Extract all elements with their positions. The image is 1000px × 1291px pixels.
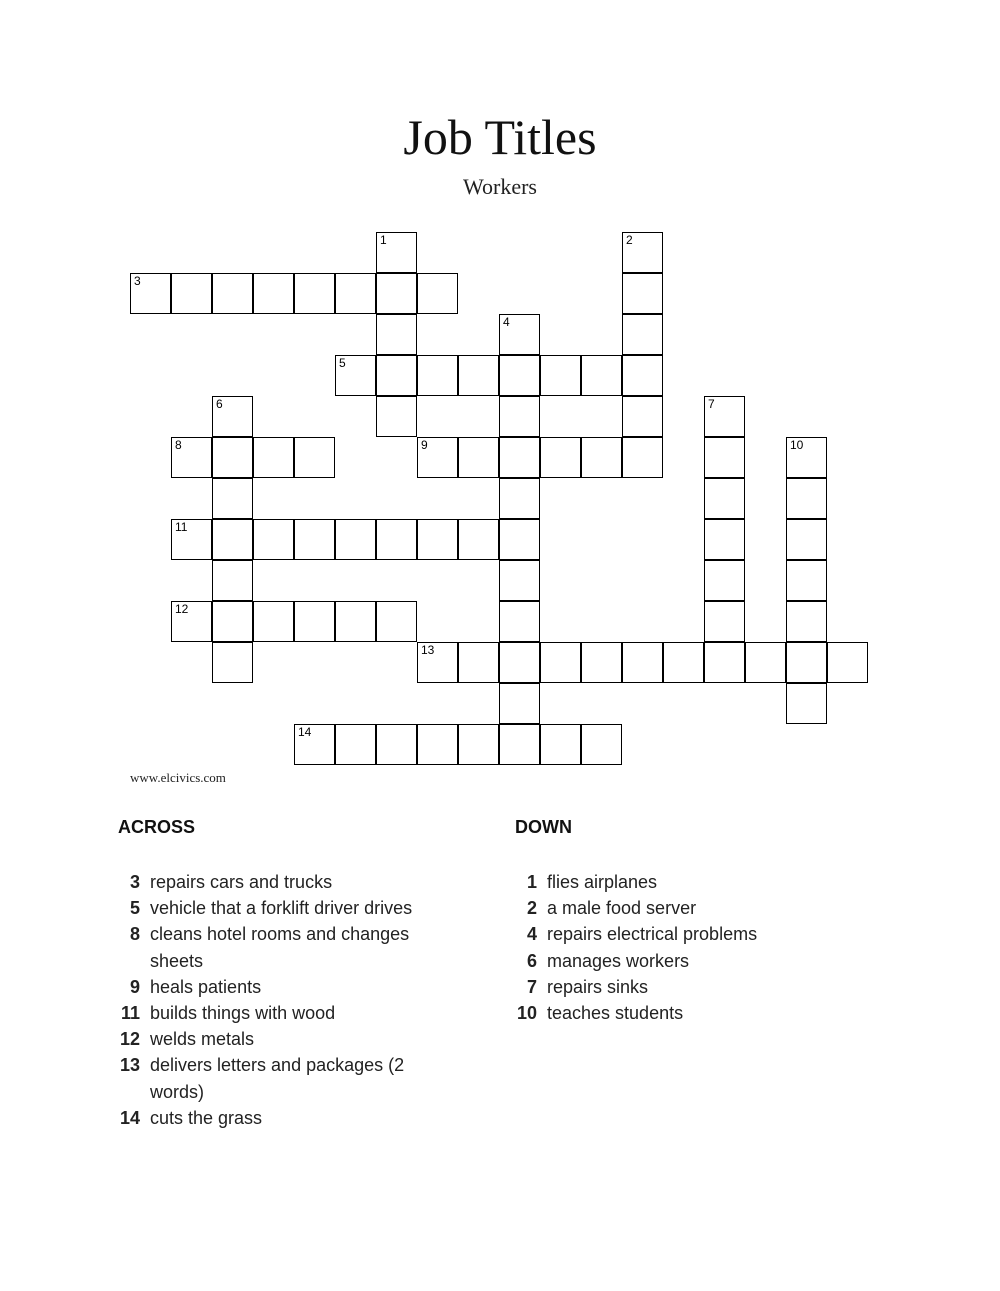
crossword-cell[interactable]	[786, 560, 827, 601]
crossword-cell[interactable]	[499, 519, 540, 560]
clue-text: a male food server	[547, 898, 697, 919]
cell-number: 13	[421, 643, 435, 657]
crossword-cell[interactable]	[458, 355, 499, 396]
crossword-cell[interactable]	[130, 273, 171, 314]
crossword-cell[interactable]	[786, 478, 827, 519]
crossword-cell[interactable]	[376, 355, 417, 396]
clue-text: repairs sinks	[547, 976, 649, 997]
clue-text: welds metals	[150, 1029, 255, 1050]
crossword-cell[interactable]	[458, 724, 499, 765]
crossword-cell[interactable]	[171, 519, 212, 560]
cell-number: 14	[298, 725, 312, 739]
crossword-cell[interactable]	[540, 642, 581, 683]
crossword-cell[interactable]	[499, 560, 540, 601]
clue-number: 12	[119, 1029, 140, 1050]
crossword-cell[interactable]	[417, 642, 458, 683]
cell-number: 2	[626, 233, 633, 247]
crossword-cell[interactable]	[294, 601, 335, 642]
crossword-cell[interactable]	[786, 642, 827, 683]
crossword-cell[interactable]	[458, 519, 499, 560]
crossword-cell[interactable]	[376, 273, 417, 314]
crossword-cell[interactable]	[417, 724, 458, 765]
across-clue	[118, 1026, 458, 1052]
cell-number: 9	[421, 438, 428, 452]
crossword-cell[interactable]	[171, 601, 212, 642]
crossword-cell[interactable]	[786, 437, 827, 478]
clue-text: manages workers	[547, 950, 690, 971]
cell-number: 8	[175, 438, 182, 452]
clue-text: repairs electrical problems	[547, 924, 758, 945]
crossword-cell[interactable]	[376, 314, 417, 355]
crossword-cell[interactable]	[622, 642, 663, 683]
crossword-cell[interactable]	[171, 273, 212, 314]
clue-number: 9	[129, 976, 140, 997]
clue-number: 1	[526, 872, 537, 892]
down-clue	[515, 1000, 835, 1026]
across-clue	[118, 1052, 458, 1104]
cell-number: 12	[175, 602, 189, 616]
crossword-cell[interactable]	[704, 560, 745, 601]
clue-number: 14	[119, 1107, 140, 1128]
across-clue-list	[118, 869, 458, 1131]
crossword-cell[interactable]	[335, 519, 376, 560]
clue-text: flies airplanes	[547, 872, 658, 892]
crossword-cell[interactable]	[417, 273, 458, 314]
crossword-cell[interactable]	[253, 273, 294, 314]
crossword-cell[interactable]	[540, 437, 581, 478]
crossword-cell[interactable]	[417, 355, 458, 396]
crossword-cell[interactable]	[704, 519, 745, 560]
cell-number: 6	[216, 397, 223, 411]
crossword-cell[interactable]	[745, 642, 786, 683]
cell-number: 7	[708, 397, 715, 411]
across-clue	[118, 1000, 458, 1026]
clue-text: delivers letters and packages (2 words)	[150, 1055, 405, 1102]
website-credit: www.elcivics.com	[130, 770, 226, 785]
crossword-cell[interactable]	[581, 355, 622, 396]
crossword-cell[interactable]	[212, 642, 253, 683]
down-clues	[515, 817, 835, 1026]
cell-number: 5	[339, 356, 346, 370]
crossword-cell[interactable]	[499, 683, 540, 724]
crossword-cell[interactable]	[376, 396, 417, 437]
crossword-cell[interactable]	[704, 642, 745, 683]
crossword-cell[interactable]	[212, 437, 253, 478]
crossword-cell[interactable]	[622, 396, 663, 437]
crossword-cell[interactable]	[417, 519, 458, 560]
crossword-cell[interactable]	[376, 519, 417, 560]
crossword-cell[interactable]	[212, 519, 253, 560]
crossword-cell[interactable]	[622, 314, 663, 355]
crossword-cell[interactable]	[704, 396, 745, 437]
clue-number: 13	[119, 1055, 140, 1076]
cell-number: 11	[175, 520, 188, 534]
crossword-cell[interactable]	[540, 355, 581, 396]
down-clue	[515, 974, 835, 1000]
crossword-cell[interactable]	[294, 437, 335, 478]
crossword-cell[interactable]	[499, 396, 540, 437]
crossword-cell[interactable]	[704, 437, 745, 478]
crossword-cell[interactable]	[171, 437, 212, 478]
clue-number: 6	[526, 950, 537, 971]
page-subtitle: Workers	[463, 174, 537, 199]
cell-number: 10	[790, 438, 804, 452]
crossword-cell[interactable]	[335, 273, 376, 314]
clue-text: cuts the grass	[150, 1107, 263, 1128]
clue-text: heals patients	[150, 976, 262, 997]
crossword-cell[interactable]	[827, 642, 868, 683]
cell-number: 3	[134, 274, 141, 288]
crossword-cell[interactable]	[663, 642, 704, 683]
across-clue	[118, 921, 458, 973]
crossword-cell[interactable]	[376, 724, 417, 765]
crossword-cell[interactable]	[212, 478, 253, 519]
crossword-cell[interactable]	[622, 273, 663, 314]
across-clue	[118, 974, 458, 1000]
crossword-cell[interactable]	[335, 355, 376, 396]
crossword-cell[interactable]	[786, 683, 827, 724]
across-clue	[118, 869, 458, 895]
crossword-cell[interactable]	[581, 642, 622, 683]
crossword-cell[interactable]	[458, 437, 499, 478]
crossword-cell[interactable]	[294, 273, 335, 314]
crossword-cell[interactable]	[540, 724, 581, 765]
crossword-cell[interactable]	[499, 601, 540, 642]
crossword-cell[interactable]	[335, 601, 376, 642]
clue-text: builds things with wood	[150, 1003, 336, 1024]
cell-number: 1	[380, 233, 387, 247]
crossword-cell[interactable]	[622, 355, 663, 396]
crossword-cell[interactable]	[581, 437, 622, 478]
crossword-cell[interactable]	[253, 519, 294, 560]
crossword-cell[interactable]	[499, 478, 540, 519]
down-clue	[515, 895, 835, 921]
clue-text: repairs cars and trucks	[150, 872, 333, 892]
down-clue	[515, 948, 835, 974]
across-clue	[118, 895, 458, 921]
crossword-cell[interactable]	[212, 396, 253, 437]
down-clue	[515, 869, 835, 895]
clue-text: cleans hotel rooms and changes sheets	[150, 924, 410, 971]
crossword-cell[interactable]	[622, 437, 663, 478]
crossword-cell[interactable]	[335, 724, 376, 765]
clue-number: 8	[129, 924, 140, 945]
across-clue	[118, 1105, 458, 1131]
crossword-cell[interactable]	[622, 232, 663, 273]
across-heading: ACROSS	[118, 817, 196, 837]
crossword-cell[interactable]	[294, 519, 335, 560]
crossword-cell[interactable]	[294, 724, 335, 765]
crossword-cell[interactable]	[704, 601, 745, 642]
clue-text: vehicle that a forklift driver drives	[150, 898, 413, 919]
crossword-cell[interactable]	[499, 314, 540, 355]
crossword-cell[interactable]	[786, 519, 827, 560]
cell-number: 4	[503, 315, 510, 329]
clue-number: 10	[516, 1003, 537, 1024]
crossword-cell[interactable]	[376, 601, 417, 642]
clue-number: 3	[129, 872, 140, 892]
crossword-cell[interactable]	[458, 642, 499, 683]
across-clues	[118, 817, 458, 1131]
crossword-cell[interactable]	[253, 437, 294, 478]
crossword-cell[interactable]	[212, 601, 253, 642]
page-title: Job Titles	[403, 109, 597, 165]
crossword-cell[interactable]	[499, 437, 540, 478]
crossword-cell[interactable]	[499, 642, 540, 683]
clue-number: 7	[526, 976, 537, 997]
crossword-cell[interactable]	[704, 478, 745, 519]
clue-number: 2	[526, 898, 537, 919]
crossword-cell[interactable]	[786, 601, 827, 642]
crossword-cell[interactable]	[212, 560, 253, 601]
crossword-cell[interactable]	[376, 232, 417, 273]
crossword-cell[interactable]	[212, 273, 253, 314]
crossword-cell[interactable]	[499, 724, 540, 765]
down-clue-list	[515, 869, 835, 1026]
down-clue	[515, 921, 835, 947]
down-heading: DOWN	[515, 817, 572, 837]
crossword-cell[interactable]	[253, 601, 294, 642]
clue-text: teaches students	[547, 1003, 684, 1024]
crossword-cell[interactable]	[417, 437, 458, 478]
clue-number: 4	[526, 924, 537, 945]
clue-number: 5	[129, 898, 140, 919]
clue-number: 11	[120, 1003, 140, 1024]
crossword-cell[interactable]	[581, 724, 622, 765]
crossword-cell[interactable]	[499, 355, 540, 396]
